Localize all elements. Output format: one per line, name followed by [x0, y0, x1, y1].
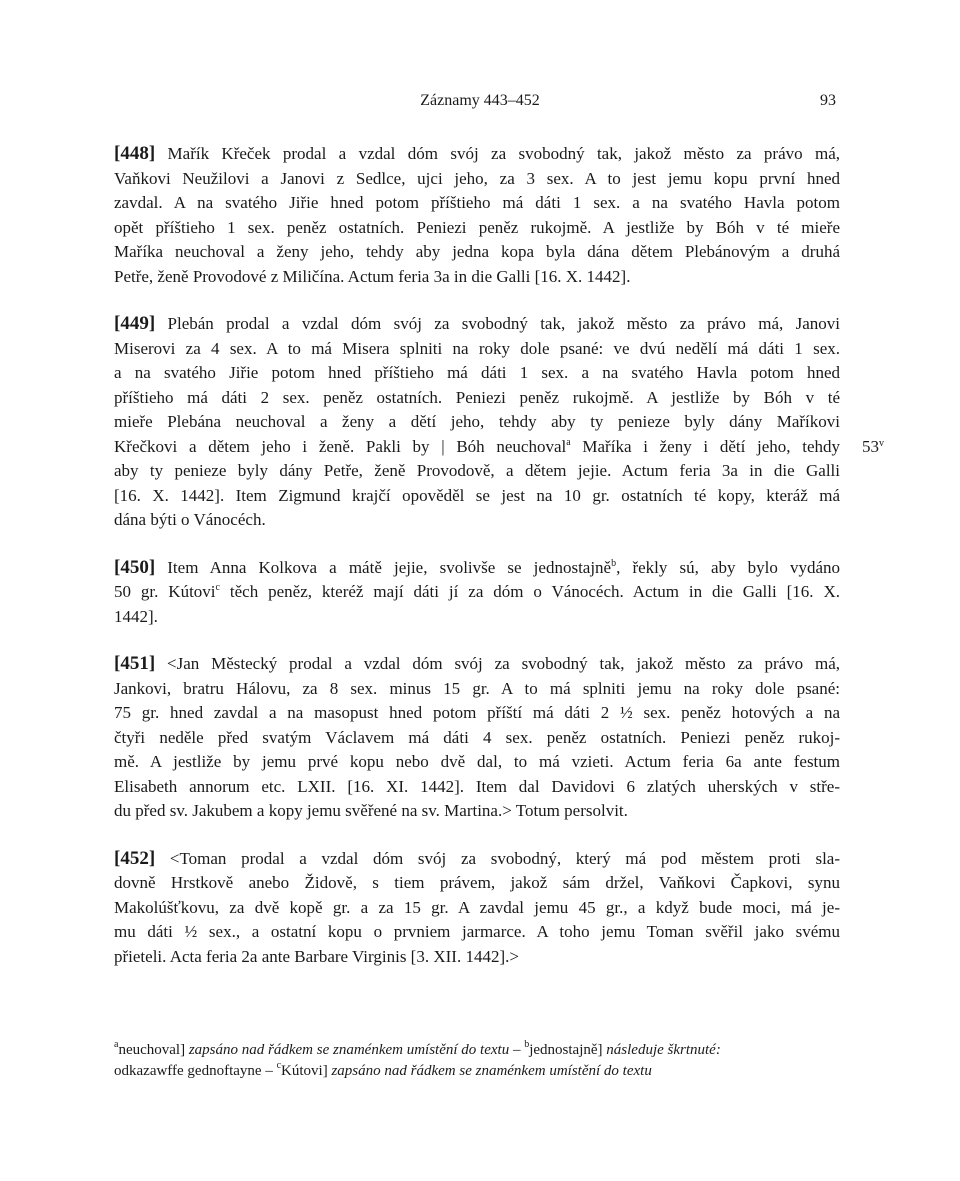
- line-text: Plebán prodal a vzdal dóm svój za svobodný tak, jakož město za právo má, Janovi: [167, 314, 840, 333]
- line-text: aby ty penieze byly dány Petře, ženě Provodově, a dětem jejie. Actum feria 3a in die Galli: [114, 461, 840, 480]
- text-line: [114, 775, 840, 800]
- footnote-text: Kútovi]: [281, 1063, 332, 1079]
- text-line: [114, 142, 840, 167]
- line-text: dána býti o Vánocéch.: [114, 510, 266, 529]
- footnote-text: –: [509, 1042, 525, 1058]
- text-line: [114, 701, 840, 726]
- line-text: Maříka i ženy i dětí jeho, tehdy: [570, 436, 840, 456]
- line-text: 50 gr. Kútovi: [114, 582, 216, 601]
- line-text: Jankovi, bratru Hálovu, za 8 sex. minus 15 gr. A to má splniti jemu na roky dole psané:: [114, 678, 840, 698]
- footnote-marker: a: [114, 1039, 119, 1050]
- line-text: Petře, ženě Provodové z Miličína. Actum feria 3a in die Galli [16. X. 1442].: [114, 266, 631, 286]
- line-text: mu dáti ½ sex., a ostatní kopu o prvniem jarmarce. A toho jemu Toman svěřil jako svému: [114, 922, 840, 941]
- line-text: Mařík Křeček prodal a vzdal dóm svój za svobodný tak, jakož město za právo má,: [167, 144, 840, 163]
- footnotes: [114, 1040, 844, 1082]
- line-text: přieteli. Acta feria 2a ante Barbare Virginis [3. XII. 1442].>: [114, 946, 519, 966]
- text-line: [114, 945, 840, 970]
- margin-note-text: 53: [862, 436, 879, 456]
- footnote-marker: c: [215, 582, 220, 593]
- text-line: [114, 677, 840, 702]
- text-line: [114, 240, 840, 265]
- text-line: [114, 216, 840, 241]
- line-text: Item Anna Kolkova a mátě jejie, svolivše se jednostajně: [167, 557, 612, 577]
- line-text: mieře Plebána neuchoval a ženy a dětí jeho, tehdy aby ty penieze byly dány Maříkovi: [114, 412, 840, 431]
- line-text: zavdal. A na svatého Jiřie hned potom příštieho má dáti 1 sex. a na svatého Havla potom: [114, 193, 840, 212]
- line-text: , řekly sú, aby bylo vydáno: [616, 557, 840, 577]
- footnote-marker: a: [566, 436, 571, 448]
- line-text: Miserovi za 4 sex. A to má Misera splniti na roky dole psané: ve dvú nedělí má dáti 1 sex.: [114, 338, 840, 358]
- footnote-italic-text: zapsáno nad řádkem se znaménkem umístění do textu: [188, 1042, 510, 1058]
- text-line: [114, 484, 840, 509]
- entry: [114, 312, 840, 533]
- entry-number: [450]: [114, 556, 156, 578]
- line-text: dovně Hrstkově anebo Židově, s tiem právem, jakož sám držel, Vaňkovi Čapkovi, synu: [114, 873, 840, 892]
- line-text: Maříka neuchoval a ženy jeho, tehdy aby jedna kopa byla dána dětem Plebánovým a druhá: [114, 242, 840, 261]
- footnote-text: neuchoval]: [118, 1042, 189, 1058]
- line-text: mě. A jestliže by jemu prvé kopu nebo dvě dal, to má vzieti. Actum feria 6a ante festum: [114, 752, 840, 771]
- entry: [114, 652, 840, 824]
- line-text: Makolúšťkovu, za dvě kopě gr. a za 15 gr. A zavdal jemu 45 gr., a když bude moci, má je-: [114, 897, 840, 917]
- line-text: 75 gr. hned zavdal a na masopust hned potom příští má dáti 2 ½ sex. peněz hotových a na: [114, 703, 840, 722]
- line-text: těch peněz, kteréž mají dáti jí za dóm o Vánocéch. Actum in die Galli [16. X.: [219, 582, 840, 601]
- text-line: [114, 361, 840, 386]
- entry-number: [449]: [114, 313, 156, 334]
- line-text: du před sv. Jakubem a kopy jemu svěřené na sv. Martina.> Totum persolvit.: [114, 801, 628, 820]
- text-line: [114, 799, 840, 824]
- line-text: <Jan Městecký prodal a vzdal dóm svój za svobodný tak, jakož město za právo má,: [167, 654, 840, 673]
- text-line: [114, 459, 840, 484]
- entry-number: [448]: [114, 143, 156, 164]
- entry-number: [451]: [114, 653, 156, 674]
- running-head: [0, 92, 960, 116]
- text-line: [114, 920, 840, 945]
- text-line: [114, 191, 840, 216]
- text-line: [114, 896, 840, 921]
- line-text: čtyři neděle před svatým Václavem má dáti 4 sex. peněz ostatních. Peniezi peněz rukoj-: [114, 727, 840, 747]
- line-text: příštieho má dáti 2 sex. peněz ostatních. Peniezi peněz rukojmě. A jestliže by Bóh v té: [114, 387, 840, 407]
- text-line: [114, 580, 840, 605]
- text-line: [114, 167, 840, 192]
- line-text: a na svatého Jiřie potom hned příštieho má dáti 1 sex. a na svatého Havla potom hned: [114, 363, 840, 382]
- text-line: [114, 847, 840, 872]
- text-line: [114, 435, 840, 460]
- entry: [114, 847, 840, 970]
- text-line: [114, 312, 840, 337]
- text-line: [114, 265, 840, 290]
- footnote-italic-text: následuje škrtnuté:: [606, 1042, 721, 1058]
- line-text: 1442].: [114, 606, 158, 626]
- footnote-line: [114, 1040, 844, 1061]
- footnote-marker: c: [276, 1060, 282, 1071]
- text-line: [114, 726, 840, 751]
- footnote-line: [114, 1061, 844, 1082]
- line-text: opět příštieho 1 sex. peněz ostatních. Peniezi peněz rukojmě. A jestliže by Bóh v té mieře: [114, 217, 840, 237]
- text-line: [114, 386, 840, 411]
- margin-note-sup: v: [879, 437, 884, 449]
- text-line: [114, 750, 840, 775]
- text-line: [114, 871, 840, 896]
- footnote-marker: b: [611, 557, 617, 569]
- footnote-text: jednostajně]: [529, 1042, 607, 1058]
- text-line: [114, 508, 840, 533]
- line-text: Elisabeth annorum etc. LXII. [16. XI. 1442]. Item dal Davidovi 6 zlatých uherských v stře-: [114, 776, 840, 796]
- line-text: <Toman prodal a vzdal dóm svój za svobodný, který má pod městem proti sla-: [169, 848, 840, 868]
- text-line: [114, 410, 840, 435]
- line-text: Vaňkovi Neužilovi a Janovi z Sedlce, ujci jeho, za 3 sex. A to jest jemu kopu první hned: [114, 168, 840, 188]
- footnote-italic-text: zapsáno nad řádkem se znaménkem umístění do textu: [331, 1063, 652, 1079]
- text-line: [114, 556, 840, 581]
- entry: [114, 142, 840, 289]
- page-number: 93: [820, 92, 836, 109]
- text-line: [114, 652, 840, 677]
- running-title: Záznamy 443–452: [420, 92, 540, 109]
- margin-note: [862, 437, 884, 457]
- line-text: Křečkovi a dětem jeho i ženě. Pakli by | Bóh neuchoval: [114, 436, 567, 456]
- entry-number: [452]: [114, 847, 156, 869]
- footnote-text: odkazawffe gednoftayne –: [114, 1063, 277, 1079]
- entry: [114, 556, 840, 630]
- footnote-marker: b: [524, 1039, 530, 1050]
- text-line: [114, 337, 840, 362]
- entries: [114, 142, 840, 992]
- text-line: [114, 605, 840, 630]
- line-text: [16. X. 1442]. Item Zigmund krajčí opověděl se jest na 10 gr. ostatních té kopy, kteráž má: [114, 485, 840, 505]
